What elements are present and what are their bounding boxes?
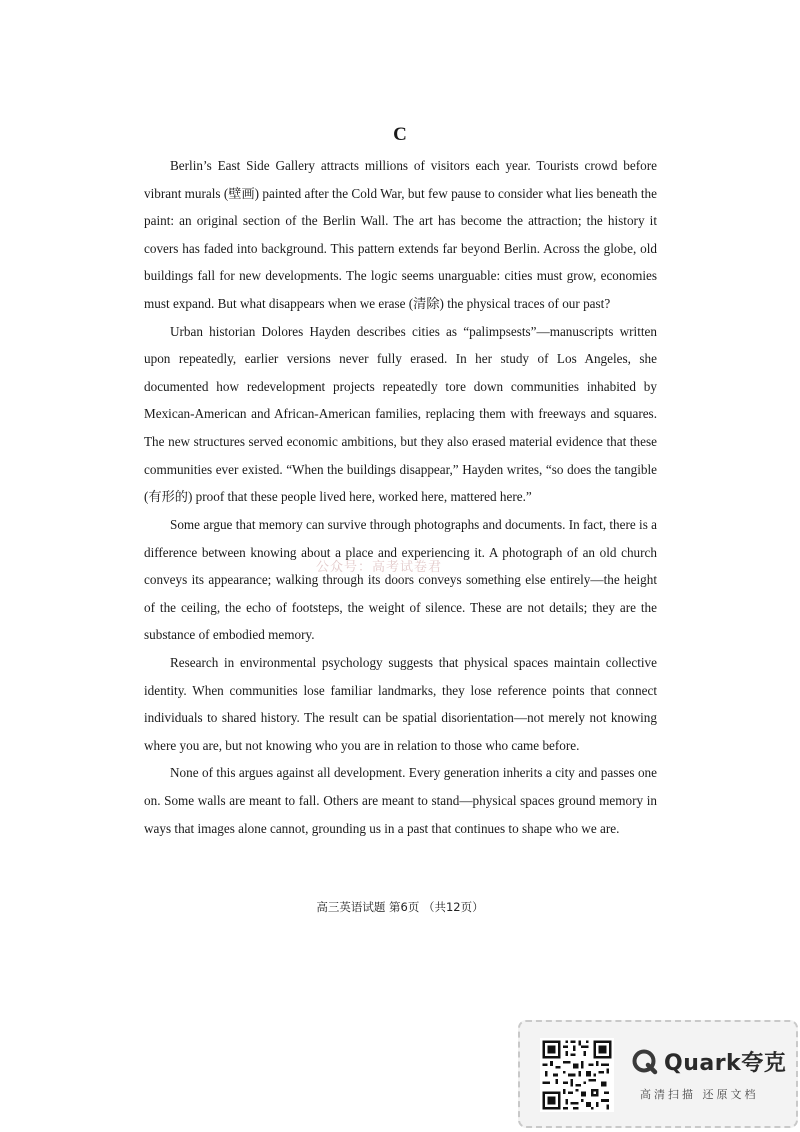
quark-scan-badge[interactable] — [518, 1020, 798, 1128]
watermark: 公众号：高考试卷君 — [316, 560, 443, 575]
page-footer: 高三英语试题 第6页 （共12页） — [316, 900, 484, 914]
paragraph-5: None of this argues against all development. Every generation inherits a city and passes one on. Some walls are meant to fall. Others are meant to stand—physical spaces ground memory in ways that images alone cannot, grounding us in a past that continues to shape who we are. — [144, 765, 657, 836]
quark-logo-icon — [632, 1049, 658, 1075]
quark-tagline: 高清扫描 还原文档 — [640, 1088, 759, 1101]
paragraph-1: Berlin’s East Side Gallery attracts millions of visitors each year. Tourists crowd before vibrant murals (壁画) painted after the Cold War, but few pause to consider what lies beneath the paint: an original section of the Berlin Wall. The art has become the attraction; the history it covers has faded into background. This pattern extends far beyond Berlin. Across the globe, old buildings fall for new developments. The logic seems unarguable: cities must grow, economies must expand. But what disappears when we erase (清除) the physical traces of our past? — [144, 158, 657, 311]
section-letter: C — [393, 124, 407, 145]
paragraph-2: Urban historian Dolores Hayden describes cities as “palimpsests”—manuscripts written upon repeatedly, earlier versions never fully erased. In her study of Los Angeles, she documented how redevelopment projects repeatedly tore down communities inhabited by Mexican-American and African-American families, replacing them with freeways and squares. The new structures served economic ambitions, but they also erased material evidence that these communities ever existed. “When the buildings disappear,” Hayden writes, “so does the tangible (有形的) proof that these people lived here, worked here, mattered here.” — [144, 323, 657, 505]
paragraph-4: Research in environmental psychology suggests that physical spaces maintain collective identity. When communities lose familiar landmarks, they lose reference points that connect individuals to shared history. The result can be spatial disorientation—not merely not knowing where you are, but not knowing who you are in relation to those who came before. — [144, 654, 657, 753]
quark-brand-name: Quark夸克 — [664, 1051, 787, 1076]
qr-code-icon[interactable] — [540, 1038, 614, 1112]
quark-logo-row[interactable] — [632, 1046, 786, 1077]
article-body — [144, 152, 657, 842]
paragraph-3: Some argue that memory can survive through photographs and documents. In fact, there is a difference between knowing about a place and experiencing it. A photograph of an old church conveys its appearance; walking through its doors conveys something else entirely—the height of the ceiling, the echo of footsteps, the weight of silence. These are not details; they are the substance of embodied memory. — [144, 516, 657, 643]
